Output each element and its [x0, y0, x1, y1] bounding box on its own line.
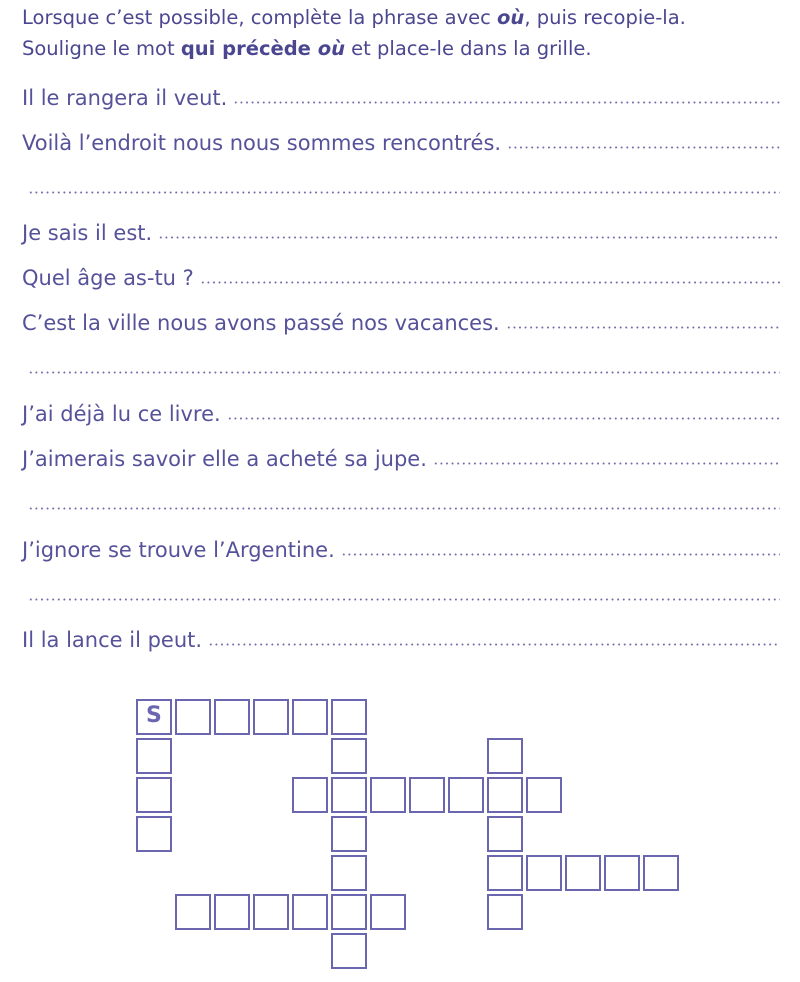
instructions: [22, 2, 686, 64]
crossword-cell[interactable]: [487, 816, 523, 852]
crossword-cell[interactable]: [487, 894, 523, 930]
answer-line[interactable]: [22, 577, 780, 607]
crossword-cell[interactable]: [136, 777, 172, 813]
answer-line[interactable]: C’est la ville nous avons passé nos vacances.: [22, 305, 780, 335]
crossword-cell[interactable]: [292, 894, 328, 930]
answer-line[interactable]: [22, 350, 780, 380]
crossword-cell[interactable]: [643, 855, 679, 891]
crossword-cell[interactable]: [136, 738, 172, 774]
answer-line[interactable]: J’ignore se trouve l’Argentine.: [22, 532, 780, 562]
crossword-cell[interactable]: [448, 777, 484, 813]
answer-line[interactable]: J’ai déjà lu ce livre.: [22, 396, 780, 426]
crossword-cell[interactable]: [331, 855, 367, 891]
crossword-cell[interactable]: [526, 777, 562, 813]
answer-line[interactable]: [22, 486, 780, 516]
crossword-cell[interactable]: [487, 777, 523, 813]
answer-line[interactable]: Quel âge as-tu ?: [22, 260, 780, 290]
crossword-cell[interactable]: [331, 816, 367, 852]
crossword-cell[interactable]: [526, 855, 562, 891]
crossword-cell[interactable]: [253, 699, 289, 735]
instruction-line-2: Souligne le mot qui précède où et place-le dans la grille.: [22, 37, 592, 60]
crossword-start-letter: S: [146, 703, 162, 728]
crossword-cell[interactable]: [331, 933, 367, 969]
crossword-cell[interactable]: [292, 699, 328, 735]
crossword-cell[interactable]: [253, 894, 289, 930]
crossword-cell[interactable]: [565, 855, 601, 891]
answer-line[interactable]: Il le rangera il veut.: [22, 80, 780, 110]
crossword-cell[interactable]: [487, 855, 523, 891]
crossword-cell[interactable]: [214, 894, 250, 930]
crossword-cell[interactable]: [331, 894, 367, 930]
crossword-cell[interactable]: [214, 699, 250, 735]
crossword-cell[interactable]: [409, 777, 445, 813]
keyword-ou-2: où: [317, 37, 345, 60]
crossword-cell[interactable]: [136, 816, 172, 852]
crossword-cell[interactable]: [604, 855, 640, 891]
crossword-cell[interactable]: [175, 894, 211, 930]
crossword-cell[interactable]: [331, 699, 367, 735]
crossword-cell[interactable]: [292, 777, 328, 813]
answer-line[interactable]: J’aimerais savoir elle a acheté sa jupe.: [22, 441, 780, 471]
answer-line[interactable]: Il la lance il peut.: [22, 622, 780, 652]
crossword-cell[interactable]: [331, 777, 367, 813]
keyword-ou-1: où: [497, 6, 525, 29]
crossword-cell[interactable]: [175, 699, 211, 735]
crossword-cell[interactable]: [487, 738, 523, 774]
crossword-cell[interactable]: [331, 738, 367, 774]
crossword-cell[interactable]: [370, 777, 406, 813]
answer-line[interactable]: Je sais il est.: [22, 215, 780, 245]
answer-line[interactable]: Voilà l’endroit nous nous sommes rencontrés.: [22, 125, 780, 155]
crossword-cell[interactable]: [370, 894, 406, 930]
bold-phrase: qui précède: [180, 37, 318, 60]
answer-line[interactable]: [22, 170, 780, 200]
instruction-line-1: Lorsque c’est possible, complète la phrase avec où, puis recopie-la.: [22, 6, 686, 29]
crossword-cell[interactable]: [136, 699, 172, 735]
